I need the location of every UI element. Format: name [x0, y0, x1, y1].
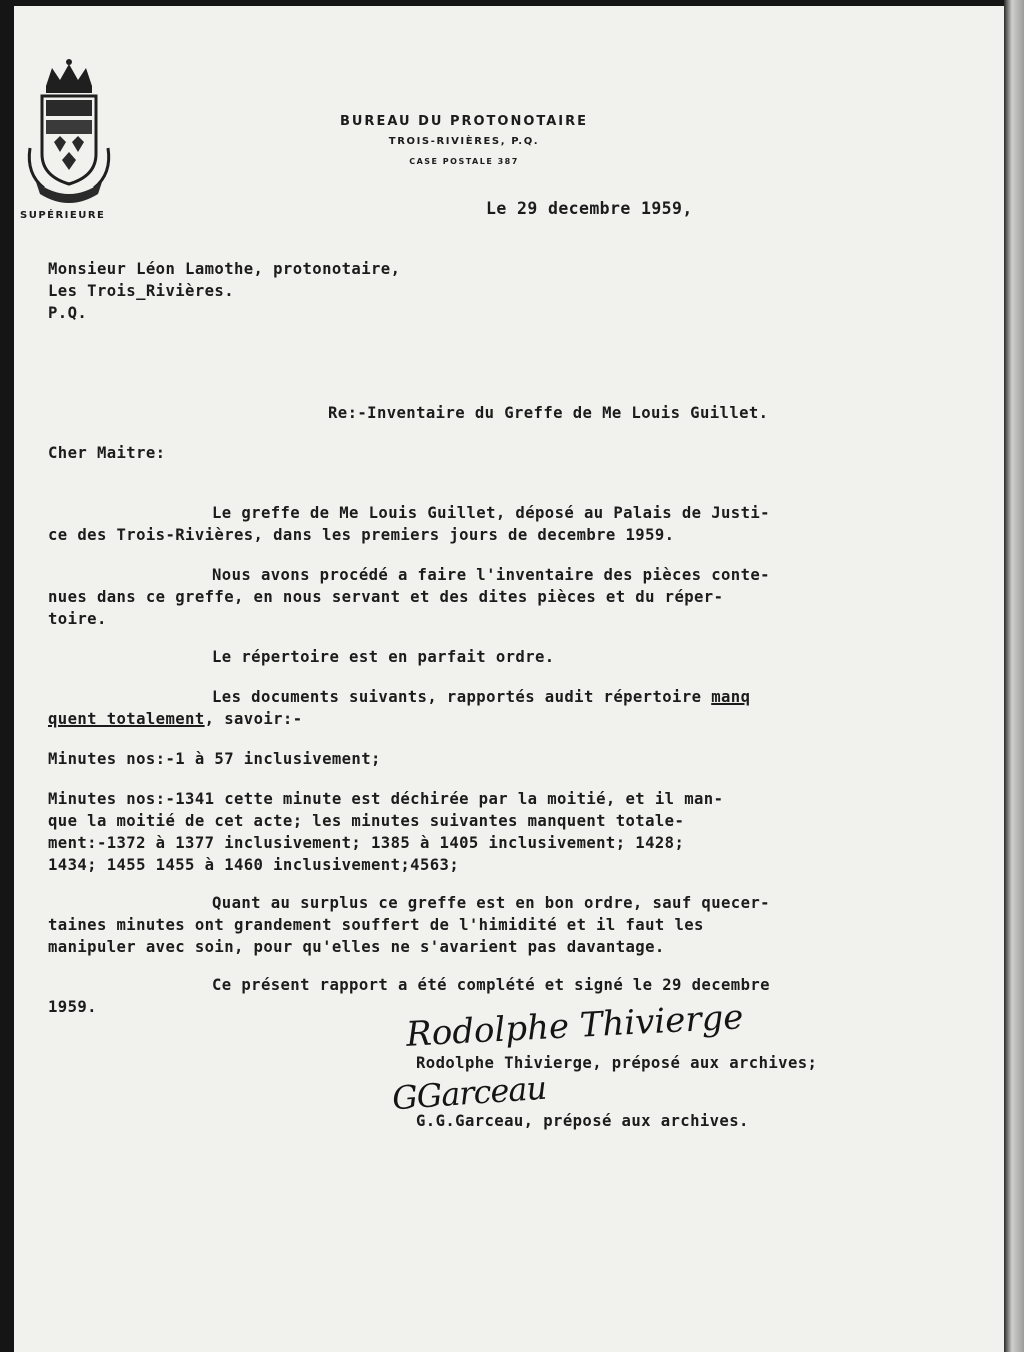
- paragraph-line: que la moitié de cet acte; les minutes suivantes manquent totale-: [48, 812, 685, 830]
- signature-garceau: GGarceau: [390, 1068, 548, 1118]
- subject-line: Re:-Inventaire du Greffe de Me Louis Guillet.: [328, 404, 769, 422]
- document-page: [14, 6, 1004, 1352]
- letterhead-office: BUREAU DU PROTONOTAIRE: [339, 114, 589, 129]
- paragraph-line: Ce présent rapport a été complété et signé le 29 decembre: [212, 976, 770, 994]
- coat-of-arms-icon: [24, 56, 114, 206]
- paragraph-line: Nous avons procédé a faire l'inventaire des pièces conte-: [212, 566, 770, 584]
- court-label: SUPÉRIEURE: [20, 210, 106, 221]
- addressee-line: Les Trois_Rivières.: [48, 282, 234, 300]
- paragraph-line: Le greffe de Me Louis Guillet, déposé au Palais de Justi-: [212, 504, 770, 522]
- salutation: Cher Maitre:: [48, 444, 166, 462]
- paragraph-line: nues dans ce greffe, en nous servant et des dites pièces et du réper-: [48, 588, 724, 606]
- adjacent-page-edge: [1004, 0, 1024, 1352]
- paragraph-line: Minutes nos:-1341 cette minute est déchirée par la moitié, et il man-: [48, 790, 724, 808]
- underlined-text: manq: [711, 688, 751, 706]
- letter-date: Le 29 decembre 1959,: [486, 199, 693, 218]
- signature-thivierge: Rodolphe Thivierge: [405, 997, 745, 1055]
- letterhead-city: TROIS-RIVIÈRES, P.Q.: [388, 136, 540, 147]
- paragraph-line: taines minutes ont grandement souffert de l'himidité et il faut les: [48, 916, 704, 934]
- paragraph-text: Les documents suivants, rapportés audit répertoire: [212, 688, 712, 706]
- signer-line: Rodolphe Thivierge, préposé aux archives;: [416, 1054, 818, 1072]
- paragraph-line: Minutes nos:-1 à 57 inclusivement;: [48, 750, 381, 768]
- letterhead-box: CASE POSTALE 387: [409, 157, 519, 166]
- paragraph-line: [48, 708, 303, 730]
- paragraph-line: toire.: [48, 610, 107, 628]
- paragraph-line: 1959.: [48, 998, 97, 1016]
- addressee-line: Monsieur Léon Lamothe, protonotaire,: [48, 260, 401, 278]
- paragraph-line: [212, 686, 750, 708]
- paragraph-line: ce des Trois-Rivières, dans les premiers jours de decembre 1959.: [48, 526, 675, 544]
- paragraph-line: ment:-1372 à 1377 inclusivement; 1385 à 1405 inclusivement; 1428;: [48, 834, 685, 852]
- paragraph-line: Le répertoire est en parfait ordre.: [212, 648, 555, 666]
- paragraph-line: manipuler avec soin, pour qu'elles ne s'avarient pas davantage.: [48, 938, 665, 956]
- paragraph-line: 1434; 1455 1455 à 1460 inclusivement;4563;: [48, 856, 460, 874]
- addressee-line: P.Q.: [48, 304, 88, 322]
- paragraph-text: , savoir:-: [204, 710, 303, 728]
- paragraph-line: Quant au surplus ce greffe est en bon ordre, sauf quecer-: [212, 894, 770, 912]
- letterhead: [284, 112, 644, 172]
- signer-line: G.G.Garceau, préposé aux archives.: [416, 1112, 749, 1130]
- underlined-text: quent totalement: [48, 710, 205, 728]
